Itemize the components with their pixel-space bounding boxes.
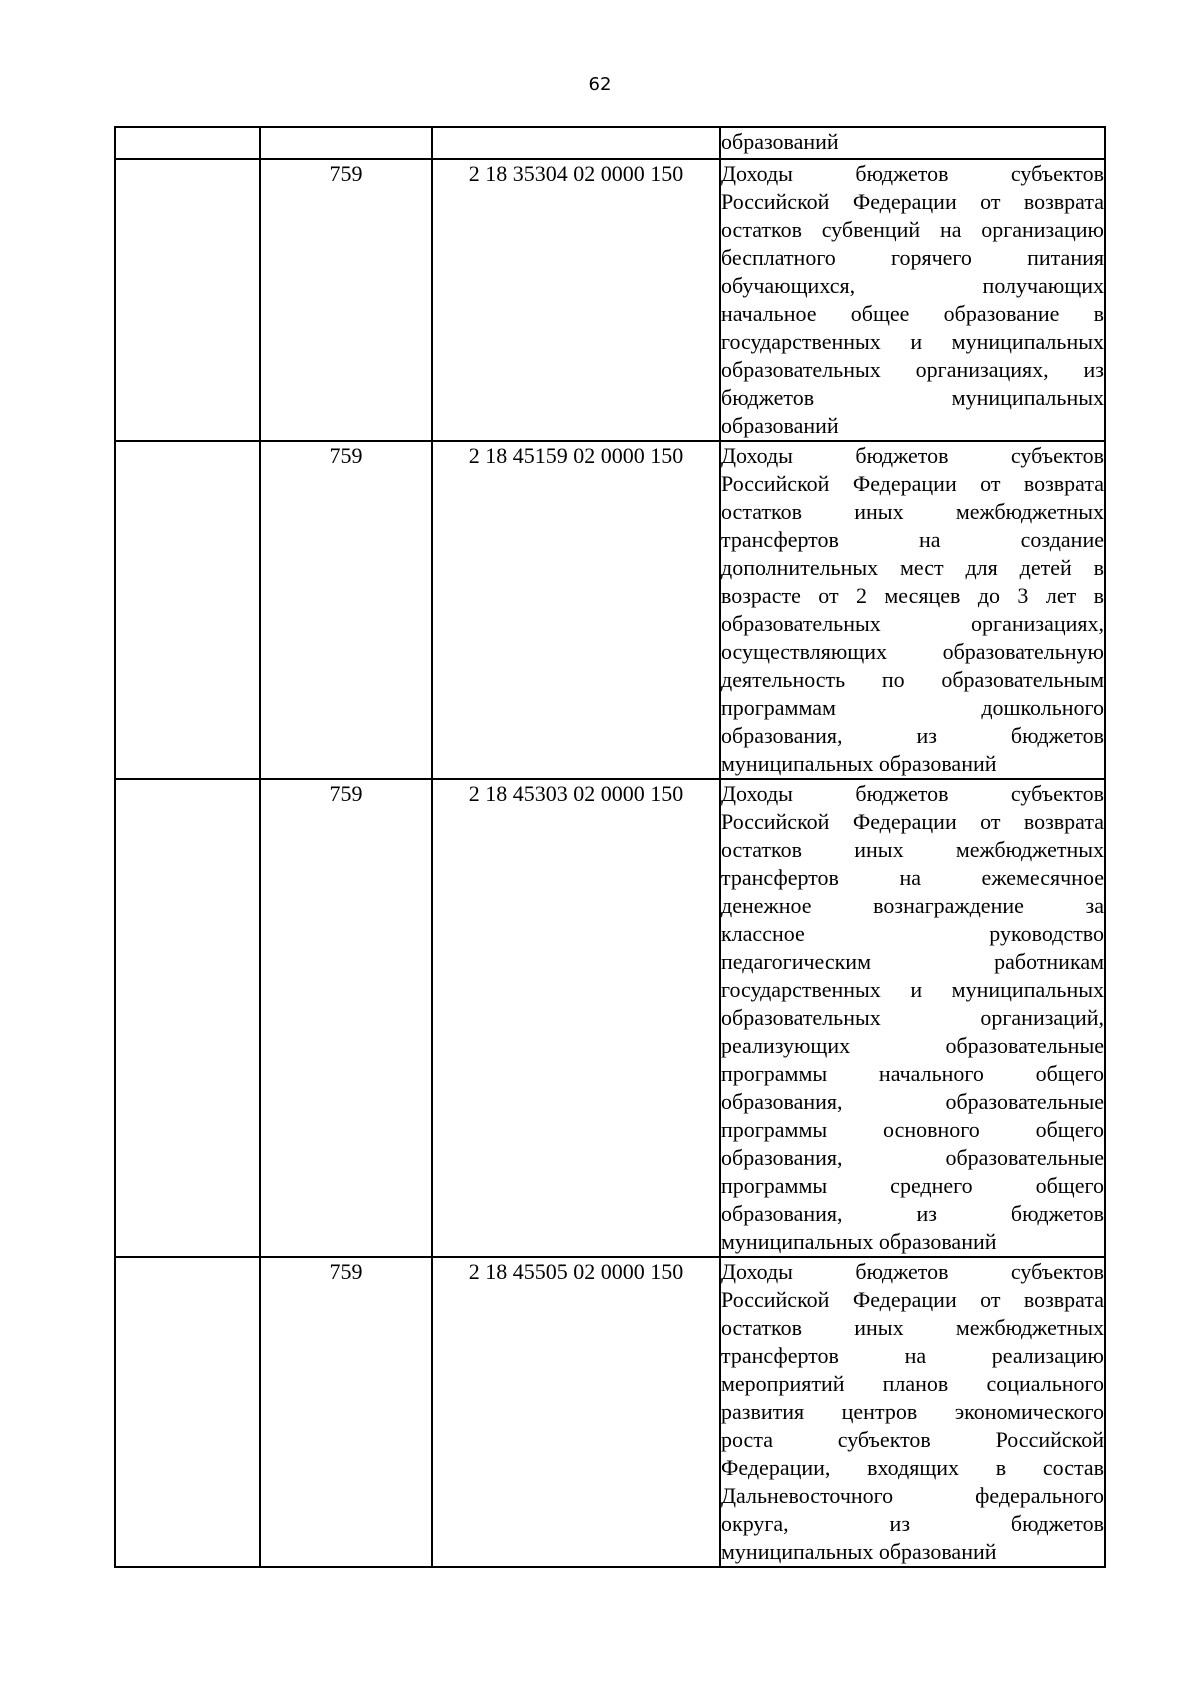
description-line: роста субъектов Российской [721,1427,1104,1452]
description-line: программы начального общего [721,1061,1104,1086]
admin-code-cell: 759 [260,159,432,441]
description-line: муниципальных образований [721,1539,997,1564]
description-line: округа, из бюджетов [721,1511,1104,1536]
description-cell [720,127,1105,159]
empty-cell [115,127,260,159]
budget-classification-code-cell: 2 18 35304 02 0000 150 [432,159,720,441]
empty-cell [115,441,260,779]
description-line: муниципальных образований [721,751,997,776]
description-line: Доходы бюджетов субъектов [721,1259,1104,1284]
description-line: Доходы бюджетов субъектов [721,443,1104,468]
description-line: обучающихся, получающих [721,273,1104,298]
empty-cell [115,159,260,441]
description-line: образовательных организаций, [721,1005,1104,1030]
budget-revenue-table [114,126,1106,1568]
table-row [115,1257,1105,1567]
description-cell [720,159,1105,441]
description-line: мероприятий планов социального [721,1371,1104,1396]
budget-classification-code-cell: 2 18 45303 02 0000 150 [432,779,720,1257]
description-line: бюджетов муниципальных [721,385,1104,410]
description-line: развития центров экономического [721,1399,1104,1424]
description-line: трансфертов на реализацию [721,1343,1104,1368]
description-line: деятельность по образовательным [721,667,1104,692]
description-line: Доходы бюджетов субъектов [721,781,1104,806]
description-line: образования, образовательные [721,1089,1104,1114]
description-line: образования, образовательные [721,1145,1104,1170]
description-line: Российской Федерации от возврата [721,189,1104,214]
description-cell [720,441,1105,779]
description-line: образования, из бюджетов [721,723,1104,748]
description-line: Российской Федерации от возврата [721,809,1104,834]
admin-code-cell: 759 [260,441,432,779]
description-line: реализующих образовательные [721,1033,1104,1058]
description-line: программы основного общего [721,1117,1104,1142]
description-line: образовательных организациях, [721,611,1104,636]
budget-classification-code-cell: 2 18 45159 02 0000 150 [432,441,720,779]
description-line: образований [721,129,839,154]
description-line: программам дошкольного [721,695,1104,720]
description-line: Российской Федерации от возврата [721,1287,1104,1312]
description-line: Федерации, входящих в состав [721,1455,1104,1480]
admin-code-cell: 759 [260,1257,432,1567]
empty-cell [115,1257,260,1567]
description-line: остатков иных межбюджетных [721,1315,1104,1340]
description-line: остатков субвенций на организацию [721,217,1104,242]
description-line: государственных и муниципальных [721,977,1104,1002]
description-cell [720,1257,1105,1567]
admin-code-cell: 759 [260,779,432,1257]
description-line: программы среднего общего [721,1173,1104,1198]
description-line: образований [721,413,839,438]
table-row [115,159,1105,441]
description-line: остатков иных межбюджетных [721,837,1104,862]
description-line: образования, из бюджетов [721,1201,1104,1226]
description-line: осуществляющих образовательную [721,639,1104,664]
description-cell [720,779,1105,1257]
description-line: возрасте от 2 месяцев до 3 лет в [721,583,1104,608]
empty-cell [115,779,260,1257]
description-line: образовательных организациях, из [721,357,1104,382]
description-line: начальное общее образование в [721,301,1104,326]
description-line: бесплатного горячего питания [721,245,1104,270]
description-line: денежное вознаграждение за [721,893,1104,918]
description-line: остатков иных межбюджетных [721,499,1104,524]
empty-cell [432,127,720,159]
table-row [115,441,1105,779]
description-line: Дальневосточного федерального [721,1483,1104,1508]
description-line: трансфертов на создание [721,527,1104,552]
budget-classification-code-cell: 2 18 45505 02 0000 150 [432,1257,720,1567]
table-row-continuation [115,127,1105,159]
table-row [115,779,1105,1257]
description-line: классное руководство [721,921,1104,946]
description-line: Российской Федерации от возврата [721,471,1104,496]
description-line: педагогическим работникам [721,949,1104,974]
description-line: государственных и муниципальных [721,329,1104,354]
empty-cell [260,127,432,159]
description-line: трансфертов на ежемесячное [721,865,1104,890]
description-line: Доходы бюджетов субъектов [721,161,1104,186]
description-line: муниципальных образований [721,1229,997,1254]
page-number: 62 [588,74,612,95]
description-line: дополнительных мест для детей в [721,555,1104,580]
